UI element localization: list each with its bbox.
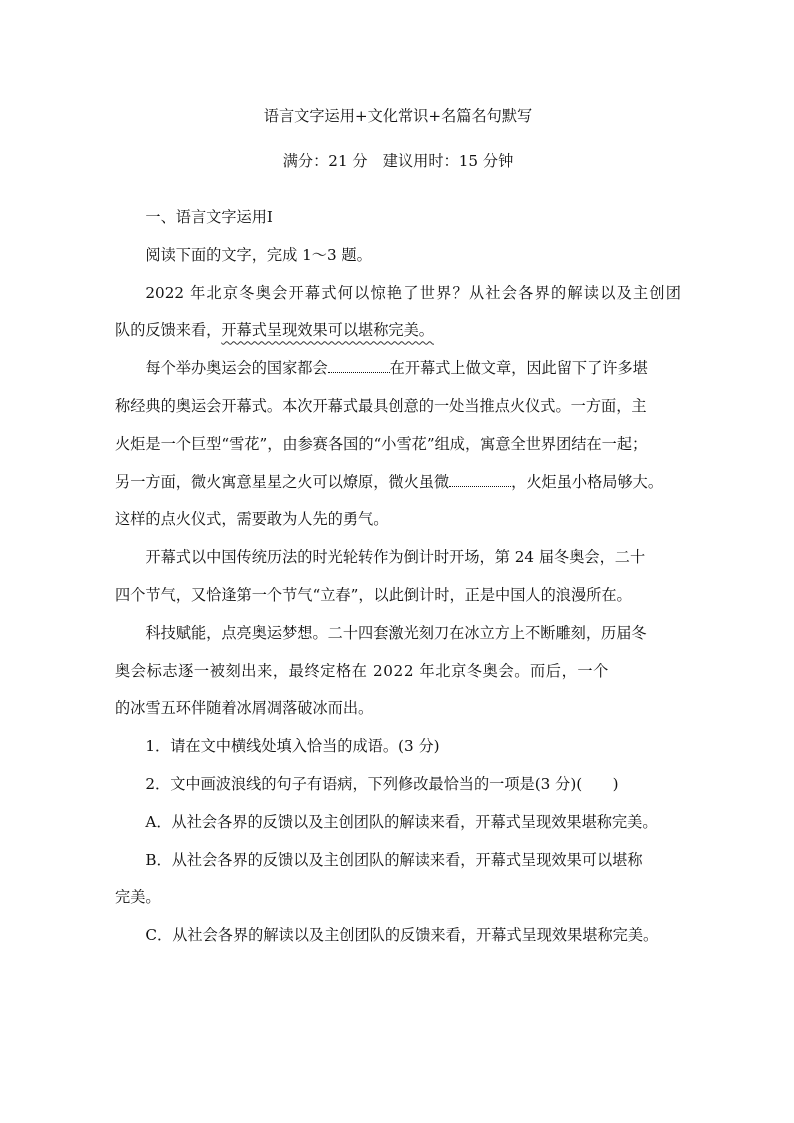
passage-paragraph-1 bbox=[115, 275, 681, 351]
passage-line bbox=[115, 464, 681, 502]
document-content bbox=[115, 106, 681, 955]
section-heading: 一、语言文字运用Ⅰ bbox=[145, 208, 273, 226]
page-title: 语言文字运用+文化常识+名篇名句默写 bbox=[263, 107, 533, 125]
passage-line: 的冰雪五环伴随着冰屑凋落破冰而出。 bbox=[115, 699, 374, 718]
option-b-continued: 完美。 bbox=[115, 888, 161, 907]
passage-text: 在开幕式上做文章，因此留下了许多堪 bbox=[389, 359, 648, 378]
passage-paragraph-4 bbox=[115, 615, 681, 728]
section-instruction: 阅读下面的文字，完成 1～3 题。 bbox=[145, 245, 372, 264]
passage-line: 奥会标志逐一被刻出来，最终定格在 2022 年北京冬奥会。而后，一个 bbox=[115, 661, 609, 680]
option-a[interactable]: A．从社会各界的反馈以及主创团队的解读来看，开幕式呈现效果堪称完美。 bbox=[145, 812, 658, 831]
fill-blank-2[interactable] bbox=[449, 472, 511, 487]
passage-text: 队的反馈来看， bbox=[115, 321, 222, 340]
passage-paragraph-2 bbox=[115, 350, 681, 539]
passage-line bbox=[115, 312, 681, 350]
page-subtitle: 满分：21 分 建议用时：15 分钟 bbox=[282, 152, 514, 170]
passage-text: 另一方面，微火寓意星星之火可以燎原，微火虽微 bbox=[115, 472, 450, 491]
passage-line: 科技赋能，点亮奥运梦想。二十四套激光刻刀在冰立方上不断雕刻，历届冬 bbox=[145, 623, 647, 642]
question-2: 2．文中画波浪线的句子有语病，下列修改最恰当的一项是(3 分)( ) bbox=[145, 774, 619, 793]
passage-line bbox=[115, 350, 681, 388]
passage-text: ，火炬虽小格局够大。 bbox=[511, 472, 663, 491]
passage-line: 开幕式以中国传统历法的时光轮转作为倒计时开场，第 24 届冬奥会，二十 bbox=[145, 548, 646, 567]
passage-line: 这样的点火仪式，需要敢为人先的勇气。 bbox=[115, 510, 389, 529]
passage-line: 四个节气，又恰逢第一个节气“立春”，以此倒计时，正是中国人的浪漫所在。 bbox=[115, 585, 632, 604]
wavy-underlined-sentence: 开幕式呈现效果可以堪称完美。 bbox=[221, 321, 434, 340]
question-1: 1．请在文中横线处填入恰当的成语。(3 分) bbox=[145, 737, 440, 756]
fill-blank-1[interactable] bbox=[328, 358, 390, 373]
questions-block bbox=[115, 728, 681, 955]
option-c[interactable]: C．从社会各界的解读以及主创团队的反馈来看，开幕式呈现效果堪称完美。 bbox=[145, 926, 659, 945]
passage-text: 每个举办奥运会的国家都会 bbox=[145, 359, 328, 378]
passage-line: 2022 年北京冬奥会开幕式何以惊艳了世界？从社会各界的解读以及主创团 bbox=[145, 283, 681, 302]
passage-line: 火炬是一个巨型“雪花”，由参赛各国的“小雪花”组成，寓意全世界团结在一起； bbox=[115, 434, 648, 453]
passage-line: 称经典的奥运会开幕式。本次开幕式最具创意的一处当推点火仪式。一方面，主 bbox=[115, 396, 647, 415]
passage-paragraph-3 bbox=[115, 539, 681, 615]
option-b[interactable]: B．从社会各界的反馈以及主创团队的解读来看，开幕式呈现效果可以堪称 bbox=[145, 850, 643, 869]
